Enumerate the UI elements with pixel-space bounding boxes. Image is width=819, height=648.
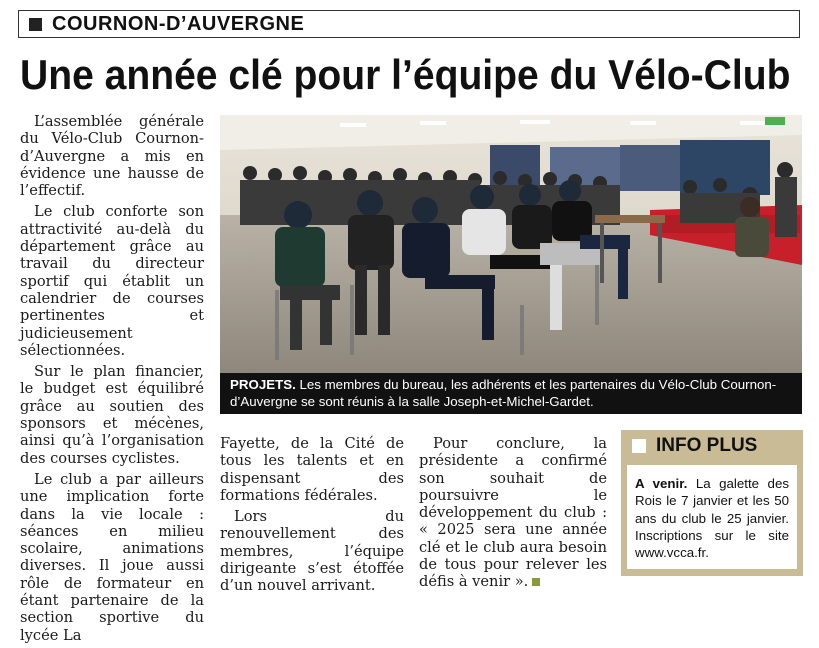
info-square-icon (632, 439, 646, 453)
article-column-1 (20, 113, 204, 648)
body-paragraph-continued (220, 435, 404, 504)
body-paragraph-part1: Le club a par ailleurs une implication forte dans la vie locale : séances en milieu scolaire, animations diverses. Il joue aussi rôle de formateur en étant partenaire de la section sportive du lycée La (20, 470, 204, 644)
section-square-icon (29, 18, 42, 31)
info-box (621, 430, 803, 576)
caption-label: PROJETS. (230, 377, 296, 392)
article-column-2 (220, 435, 404, 599)
body-paragraph: L’assemblée générale du Vélo-Club Cournon-d’Auvergne a mis en évidence une hausse de l’effectif. (20, 113, 204, 200)
meeting-photo (220, 115, 802, 373)
body-paragraph-part2: Fayette, de la Cité de tous les talents et en dispensant des formations fédérales. (220, 435, 404, 504)
body-paragraph (419, 435, 607, 591)
section-location: COURNON-D’AUVERGNE (52, 12, 305, 35)
headline: Une année clé pour l’équipe du Vélo-Club (20, 51, 791, 98)
end-mark-icon (532, 578, 540, 586)
closing-paragraph-text: Pour conclure, la présidente a confirmé son souhait de poursuivre le développement du club : « 2025 sera une année clé et le club aura besoin de tous pour relever les défis à venir ». (419, 435, 607, 591)
caption-text: Les membres du bureau, les adhérents et les partenaires du Vélo-Club Cournon-d’Auvergne se sont réunis à la salle Joseph-et-Michel-Gardet. (230, 377, 777, 409)
body-paragraph: Sur le plan financier, le budget est équilibré grâce au soutien des sponsors et mécènes, ainsi qu’à l’organisation des courses cyclistes. (20, 363, 204, 467)
info-box-body (627, 465, 797, 569)
body-paragraph: Le club conforte son attractivité au-delà du département grâce au travail du directeur sportif qui établit un calendrier de courses pertinentes et judicieusement sélectionnées. (20, 203, 204, 359)
info-box-title: INFO PLUS (656, 435, 758, 456)
section-bar (18, 10, 800, 38)
body-paragraph (20, 471, 204, 644)
info-lead: A venir. (635, 476, 688, 491)
body-paragraph: Lors du renouvellement des membres, l’équipe dirigeante s’est étoffée d’un nouvel arrivant. (220, 508, 404, 595)
info-text: La galette des Rois le 7 janvier et les 50 ans du club le 25 janvier. Inscriptions sur le site www.vcca.fr. (635, 476, 789, 561)
meeting-room-illustration (220, 115, 802, 373)
info-box-header (621, 430, 803, 462)
photo-caption (220, 373, 802, 414)
article-column-3 (419, 435, 607, 595)
